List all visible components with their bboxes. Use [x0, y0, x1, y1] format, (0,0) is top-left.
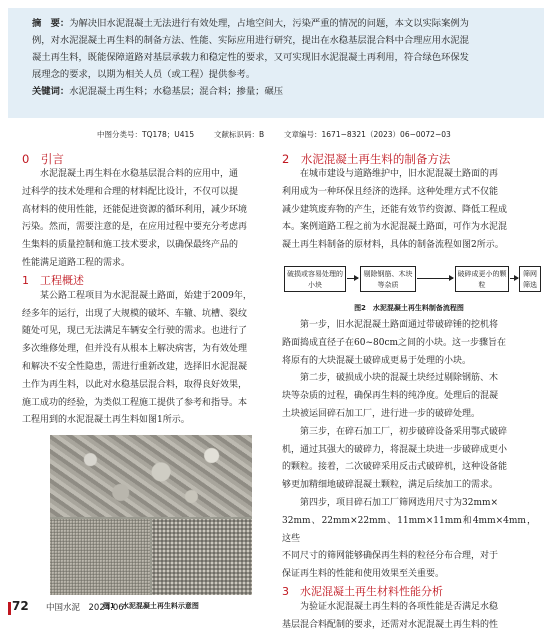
abstract-text: [32, 15, 534, 83]
page-number: 72: [12, 599, 29, 613]
paragraph: 水泥混凝土再生料在水稳基层混合料的应用中，通 过科学的技术处理和合理的材料配比设计，不仅可以提 高材料的使用性能，还能促进资源的循环利用，减少环境 污染。然而，需要注意的是，在应用过程中要充分考虑再 生集料的质量控制和施工技术要求，以确保最终产品的 性能满足道路工程的需求。: [22, 169, 248, 268]
right-column: [282, 152, 536, 635]
figure-2-caption: 图2 水泥混凝土再生料制备流程图: [354, 303, 464, 312]
abstract-box: [8, 8, 544, 118]
figure-1-caption: 图1 水泥混凝土再生料示意图: [103, 602, 199, 611]
flow-arrow: [510, 278, 518, 279]
paragraph: 第四步，项目碎石加工厂筛网选用尺寸为32mm× 32mm、22mm×22mm、11mm×11mm和4mm×4mm，这些 不同尺寸的筛网能够确保再生料的粒径分布合理，对于 保证再生料的性能和使用效果至关重要。: [282, 497, 536, 580]
flow-arrow: [417, 278, 453, 279]
section-3-title: 3 水泥混凝土再生材料性能分析: [282, 584, 443, 598]
article-number: 文章编号：1671−8321（2023）06−0072−03: [284, 130, 451, 139]
left-column: [22, 152, 276, 611]
keywords-label: 关键词：: [32, 86, 70, 97]
figure-1: [50, 435, 252, 611]
footer-accent-bar: [8, 602, 11, 615]
flow-step-1: 破损或容易处理的小块: [284, 266, 346, 292]
crushed-concrete-pile-image: [50, 435, 252, 517]
section-1-title: 1 工程概述: [22, 273, 84, 287]
recycled-aggregate-photo: [50, 435, 252, 595]
document-code: 文献标识码：B: [214, 130, 265, 139]
paragraph: 为验证水泥混凝土再生料的各项性能是否满足水稳 基层混合料配制的要求，还需对水泥混凝土再生料的性: [282, 601, 499, 630]
flow-step-4: 筛网筛选: [519, 266, 541, 292]
flow-step-2: 剔除钢筋、木块等杂质: [360, 266, 416, 292]
clc-number: 中图分类号：TQ178；U415: [97, 130, 195, 139]
abstract-line: 展理念的要求，以期为相关人员（或工程）提供参考。: [32, 69, 256, 80]
coarse-aggregate-image: [152, 519, 252, 595]
flow-step-3: 破碎成更小的颗粒: [455, 266, 509, 292]
flow-arrow: [347, 278, 358, 279]
abstract-line: 凝土再生料，既能保障道路对基层承载力和稳定性的要求，又可实现旧水泥混凝土再利用，符合绿色环保发: [32, 52, 469, 63]
section-0-title: 0 引言: [22, 152, 64, 166]
paragraph: 第二步，破损成小块的混凝土块经过剔除钢筋、木 块等杂质的过程，确保再生料的纯净度。处理后的混凝 土块被运回碎石加工厂，进行进一步的破碎处理。: [282, 373, 499, 419]
flow-diagram: [282, 258, 536, 302]
abstract-line: 为解决旧水泥混凝土无法进行有效处理，占地空间大，污染严重的情况的问题，本文以实际案例为: [69, 18, 469, 29]
abstract-line: 例，对水泥混凝土再生料的制备方法、性能、实际应用进行研究，提出在水稳基层混合料中合理应用水泥混: [32, 35, 469, 46]
section-2-title: 2 水泥混凝土再生料的制备方法: [282, 152, 451, 166]
paragraph: 在城市建设与道路维护中，旧水泥混凝土路面的再 利用成为一种环保且经济的选择。这种处理方式不仅能 减少建筑废弃物的产生，还能有效节约资源、降低工程成 本。案例道路工程之前为水泥混凝土路面，可作为水泥混 凝土再生料制备的原材料，具体的制备流程如图2所示。: [282, 169, 508, 251]
keywords: [32, 83, 534, 100]
journal-name: 中国水泥 2024.06: [46, 603, 124, 613]
paragraph: 第三步，在碎石加工厂，初步破碎设备采用鄂式破碎 机，通过其强大的破碎力，将混凝土块进一步破碎成更小 的颗粒。接着，二次破碎采用反击式破碎机，这种设备能 够更加精细地破碎混凝土颗粒，满足后续加工的需求。: [282, 426, 508, 491]
fine-aggregate-image: [50, 519, 150, 595]
abstract-label: 摘 要：: [32, 18, 70, 29]
page-footer: [0, 596, 552, 620]
paragraph: 第一步，旧水泥混凝土路面通过带破碎锤的挖机将 路面捣成直径子在60~80cm之间的小块。这一步骤旨在 将原有的大块混凝土破碎成更易于处理的小块。: [282, 319, 507, 366]
paragraph: 某公路工程项目为水泥混凝土路面，始建于2009年， 经多年的运行，出现了大规模的破坏、车辙、坑槽、裂纹 随处可见，现已无法满足车辆安全行驶的需求。也进行了 多次维修处理，但并没有从根本上解决病害，为有效处理 和解决不安全性隐患，需进行重新改建，选择旧水泥混凝 土作为再生料，以此对水稳基层混合料，取得良好效果， 施工成功的经验，为类似工程施工提供了参考和指导。本 工程用到的水泥混凝土再生料如图1所示。: [22, 290, 252, 426]
keywords-text: 水泥混凝土再生料；水稳基层；混合料；掺量；碾压: [69, 86, 284, 97]
